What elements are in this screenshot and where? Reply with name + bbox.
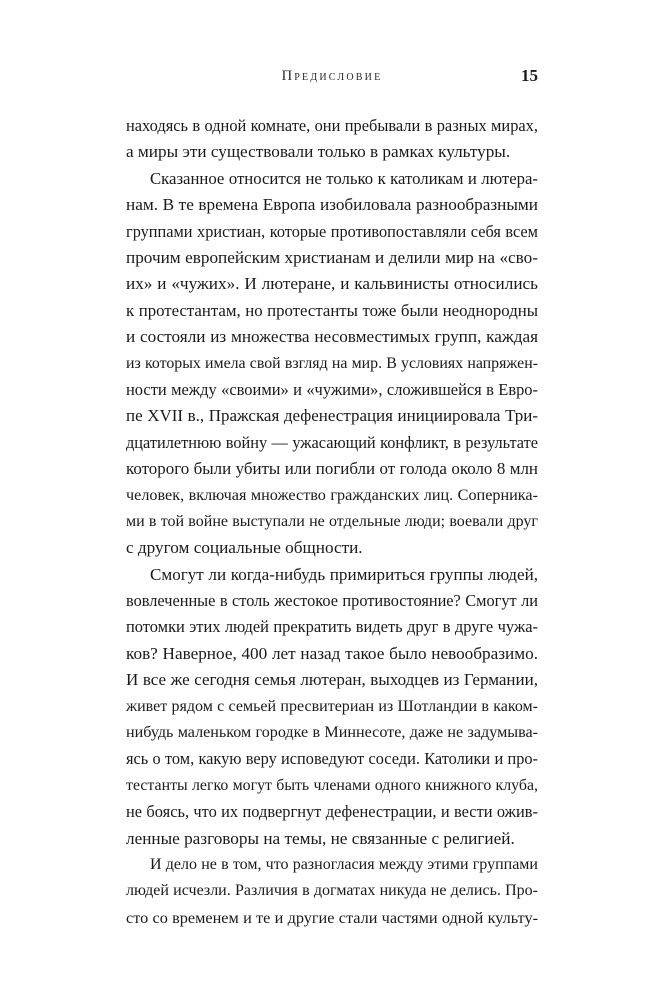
text-line: их» и «чужих». И лютеране, и кальвинисты относились (126, 274, 538, 294)
paragraph-2 (126, 166, 538, 562)
body-text (126, 113, 538, 931)
text-line: ясь о том, какую веру исповедуют соседи. Католики и про- (126, 749, 538, 769)
text-line: человек, включая множество гражданских лиц. Соперника- (126, 486, 538, 505)
text-line: пе XVII в., Пражская дефенестрация инициировала Три- (126, 406, 538, 426)
text-line: людей исчезли. Различия в догматах никуда не делись. Про- (126, 882, 538, 900)
text-line: из которых имела свой взгляд на мир. В условиях напряжен- (126, 354, 538, 372)
text-line: тестанты легко могут быть членами одного книжного клуба, (126, 776, 538, 794)
text-line: И все же сегодня семья лютеран, выходцев из Германии, (126, 670, 538, 690)
text-line: сто со временем и те и другие стали частями одной культу- (126, 908, 538, 927)
paragraph-1 (126, 113, 538, 166)
text-line: находясь в одной комнате, они пребывали в разных мирах, (126, 116, 538, 135)
text-line: живет рядом с семьей пресвитериан из Шотландии в каком- (126, 697, 538, 715)
text-line: а миры эти существовали только в рамках культуры. (126, 142, 511, 162)
text-line: потомки этих людей прекратить видеть друг в друге чужа- (126, 617, 538, 637)
running-header (126, 68, 538, 92)
text-line: с другом социальные общности. (126, 538, 363, 558)
text-line: И дело не в том, что разногласия между этими группами (150, 855, 538, 873)
text-line: нам. В те времена Европа изобиловала разнообразными (126, 195, 538, 215)
text-line: которого были убиты или погибли от голода около 8 млн (126, 459, 538, 479)
paragraph-3 (126, 562, 538, 852)
paragraph-4 (126, 852, 538, 931)
text-line: вовлеченные в столь жестокое противостояние? Смогут ли (126, 591, 538, 611)
text-line: ности между «своими» и «чужими», сложившейся в Евро- (126, 379, 538, 399)
text-line: дцатилетнюю войну — ужасающий конфликт, в результате (126, 432, 538, 452)
chapter-title: Предисловие (281, 68, 383, 84)
text-line: Сказанное относится не только к католикам и лютера- (150, 168, 538, 188)
text-line: группами христиан, которые противопоставляли себя всем (126, 221, 538, 241)
text-line: ми в той войне выступали не отдельные люди; воевали друг (126, 512, 538, 530)
text-line: ков? Наверное, 400 лет назад такое было невообразимо. (126, 643, 538, 663)
text-line: нибудь маленьком городке в Миннесоте, даже не задумыва- (126, 723, 538, 741)
text-line: не боясь, что их подвергнут дефенестрации, и вести ожив- (126, 802, 538, 822)
text-line: ленные разговоры на темы, не связанные с религией. (126, 828, 515, 848)
text-line: Смогут ли когда-нибудь примириться группы людей, (150, 564, 538, 584)
text-line: и состояли из множества несовместимых групп, каждая (126, 327, 538, 347)
page-number: 15 (521, 66, 538, 85)
text-line: прочим европейским христианам и делили мир на «сво- (126, 247, 538, 267)
text-line: к протестантам, но протестанты тоже были неоднородны (126, 300, 538, 320)
